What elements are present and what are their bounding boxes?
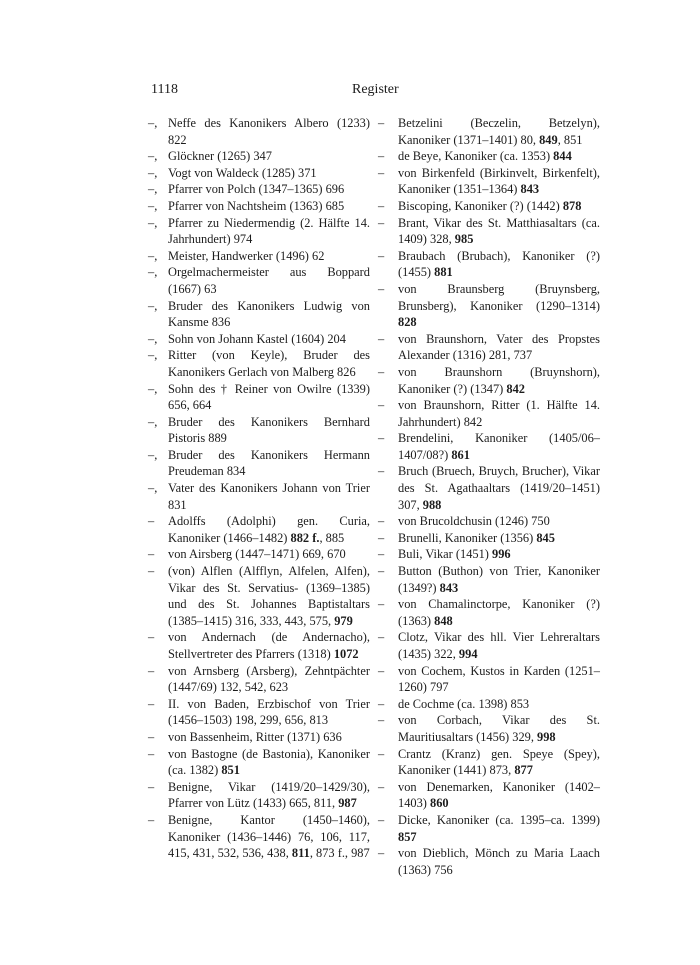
index-entry — [148, 298, 370, 331]
entry-text: von Braunshorn, Vater des Propstes Alexander (1316) 281, 737 — [398, 331, 600, 363]
entry-dash: – — [148, 514, 155, 529]
entry-text: Ritter (von Keyle), Bruder des Kanonikers Gerlach von Malberg 826 — [168, 348, 370, 379]
entry-dash: –, — [148, 248, 158, 263]
entry-text: Neffe des Kanonikers Albero (1233) 822 — [168, 116, 370, 147]
index-entry — [378, 115, 600, 148]
index-entry — [148, 414, 370, 447]
entry-dash: – — [378, 547, 385, 562]
entry-text: Clotz, Vikar des hll. Vier Lehreraltars (1435) 322, — [398, 630, 600, 661]
index-entry — [148, 729, 370, 746]
entry-page-ref-bold: 881 — [434, 265, 453, 280]
entry-text: de Cochme (ca. 1398) 853 — [398, 696, 530, 711]
index-entry — [378, 281, 600, 331]
index-entry — [378, 779, 600, 812]
index-entry — [148, 181, 370, 198]
index-entry — [148, 248, 370, 265]
entry-text: von Birkenfeld (Birkinvelt, Birkenfelt), Kanoniker (1351–1364) — [398, 165, 600, 197]
entry-text: von Bastogne (de Bastonia), Kanoniker (ca. 1382) — [168, 746, 370, 778]
entry-dash: – — [148, 630, 155, 645]
entry-dash: – — [378, 281, 385, 296]
index-entry — [378, 663, 600, 696]
entry-page-ref-bold: 988 — [422, 497, 442, 512]
entry-dash: –, — [148, 215, 158, 230]
entry-dash: – — [148, 547, 155, 562]
index-entry — [148, 331, 370, 348]
entry-text: Pfarrer von Nachtsheim (1363) 685 — [168, 198, 345, 213]
index-entry — [378, 712, 600, 745]
index-entry — [378, 812, 600, 845]
entry-dash: – — [148, 746, 155, 761]
index-entry — [378, 546, 600, 563]
entry-page-ref-bold: 877 — [514, 763, 533, 778]
index-entry — [378, 198, 600, 215]
entry-page-ref-bold: 842 — [506, 381, 525, 396]
entry-dash: – — [378, 248, 385, 263]
entry-text: von Brucoldchusin (1246) 750 — [398, 514, 550, 529]
entry-dash: –, — [148, 116, 158, 130]
entry-dash: – — [378, 514, 385, 529]
page-number: 1118 — [151, 82, 178, 97]
entry-text: Vater des Kanonikers Johann von Trier 831 — [168, 481, 370, 512]
index-entry — [378, 248, 600, 281]
entry-dash: – — [378, 198, 385, 213]
entry-text: von Chamalinctorpe, Kanoniker (?) (1363) — [398, 597, 600, 628]
entry-page-ref-bold: 845 — [536, 530, 555, 545]
index-column-right — [378, 115, 600, 878]
entry-dash: – — [378, 713, 385, 728]
entry-page-ref-bold: 1072 — [333, 647, 359, 661]
entry-dash: –, — [148, 447, 158, 462]
entry-page-ref-bold: 843 — [439, 580, 459, 595]
index-entry — [378, 215, 600, 248]
entry-dash: – — [378, 331, 385, 346]
index-entry — [148, 779, 370, 812]
entry-dash: – — [378, 597, 385, 612]
entry-page-ref-bold: 996 — [492, 547, 511, 562]
entry-page-ref-bold: 811 — [291, 846, 310, 861]
index-entry — [378, 430, 600, 463]
index-entry — [378, 845, 600, 878]
entry-text: von Braunshorn, Ritter (1. Hälfte 14. Jahrhundert) 842 — [398, 398, 600, 429]
entry-text: , 873 f., 987 — [309, 846, 370, 861]
entry-page-ref-bold: 857 — [398, 829, 417, 844]
entry-page-ref-bold: 860 — [430, 796, 449, 811]
index-entry — [378, 696, 600, 713]
entry-text: Brendelini, Kanoniker (1405/06–1407/08?) — [398, 431, 600, 462]
entry-dash: – — [148, 729, 155, 744]
entry-text: Glöckner (1265) 347 — [168, 149, 272, 164]
entry-page-ref-bold: 848 — [434, 613, 453, 628]
entry-page-ref-bold: 985 — [454, 232, 474, 247]
entry-text: (von) Alflen (Alfflyn, Alfelen, Alfen), Vikar des St. Servatius- (1369–1385) und des St. Johannes Baptistaltars (1385–1415) 316, 333, 443, 575, — [168, 564, 370, 628]
entry-text: de Beye, Kanoniker (ca. 1353) — [398, 149, 554, 164]
index-entry — [148, 563, 370, 629]
entry-text: Button (Buthon) von Trier, Kanoniker (1349?) — [398, 564, 600, 595]
entry-text: Bruch (Bruech, Bruych, Brucher), Vikar des St. Agathaaltars (1419/20–1451) 307, — [398, 464, 600, 512]
entry-dash: – — [148, 564, 155, 579]
entry-page-ref-bold: 994 — [458, 647, 478, 661]
entry-dash: – — [378, 215, 385, 230]
index-entry — [378, 513, 600, 530]
entry-dash: –, — [148, 414, 158, 429]
entry-text: Adolffs (Adolphi) gen. Curia, Kanoniker (1466–1482) — [168, 514, 370, 545]
entry-dash: –, — [148, 331, 158, 346]
entry-page-ref-bold: 844 — [553, 149, 572, 164]
index-entry — [378, 530, 600, 547]
entry-dash: – — [378, 746, 385, 761]
index-entry — [148, 115, 370, 148]
index-entry — [378, 629, 600, 662]
entry-page-ref-bold: 849 — [539, 132, 558, 147]
entry-dash: – — [378, 116, 385, 130]
entry-text: Braubach (Brubach), Kanoniker (?) (1455) — [398, 248, 600, 280]
entry-dash: – — [378, 630, 385, 645]
entry-page-ref-bold: 979 — [334, 613, 353, 628]
entry-text: Sohn von Johann Kastel (1604) 204 — [168, 331, 346, 346]
entry-text: Betzelini (Beczelin, Betzelyn), Kanoniker (1371–1401) 80, — [398, 116, 600, 147]
entry-dash: – — [378, 464, 385, 479]
entry-dash: –, — [148, 298, 158, 313]
entry-dash: – — [148, 812, 155, 827]
entry-text: von Andernach (de Andernacho), Stellvertreter des Pfarrers (1318) — [168, 630, 370, 661]
entry-text: von Braunshorn (Bruynshorn), Kanoniker (?) (1347) — [398, 364, 600, 396]
entry-dash: –, — [148, 381, 158, 396]
entry-text: Dicke, Kanoniker (ca. 1395–ca. 1399) — [398, 812, 600, 827]
entry-dash: – — [378, 564, 385, 579]
entry-dash: – — [378, 398, 385, 413]
entry-page-ref-bold: 987 — [338, 796, 357, 811]
entry-text: Orgelmachermeister aus Boppard (1667) 63 — [168, 265, 370, 296]
index-entry — [148, 663, 370, 696]
entry-text: von Cochem, Kustos in Karden (1251–1260) 797 — [398, 663, 600, 695]
entry-dash: –, — [148, 149, 158, 164]
entry-text: Bruder des Kanonikers Ludwig von Kansme 836 — [168, 298, 370, 330]
entry-text: von Bassenheim, Ritter (1371) 636 — [168, 729, 342, 744]
entry-dash: – — [378, 812, 385, 827]
entry-page-ref-bold: 861 — [451, 447, 470, 462]
entry-text: Benigne, Kantor (1450–1460), Kanoniker (1436–1446) 76, 106, 117, 415, 431, 532, 536, 438, — [168, 812, 370, 861]
index-entry — [378, 746, 600, 779]
index-entry — [148, 347, 370, 380]
index-entry — [378, 165, 600, 198]
index-entry — [148, 165, 370, 182]
entry-page-ref-bold: 878 — [562, 198, 582, 213]
index-entry — [148, 546, 370, 563]
entry-text: von Dieblich, Mönch zu Maria Laach (1363) 756 — [398, 846, 600, 877]
index-entry — [148, 629, 370, 662]
index-entry — [148, 381, 370, 414]
running-head: Register — [352, 82, 399, 97]
entry-dash: – — [378, 149, 385, 164]
entry-text: Crantz (Kranz) gen. Speye (Spey), Kanoniker (1441) 873, — [398, 746, 600, 778]
entry-dash: –, — [148, 265, 158, 280]
entry-text: von Arnsberg (Arsberg), Zehntpächter (1447/69) 132, 542, 623 — [168, 663, 370, 695]
entry-text: Vogt von Waldeck (1285) 371 — [168, 165, 317, 180]
entry-text: von Braunsberg (Bruynsberg, Brunsberg), Kanoniker (1290–1314) — [398, 281, 600, 313]
entry-dash: –, — [148, 348, 158, 363]
entry-dash: –, — [148, 481, 158, 496]
entry-dash: – — [148, 696, 155, 711]
entry-dash: – — [378, 165, 385, 180]
index-entry — [148, 480, 370, 513]
index-entry — [148, 198, 370, 215]
entry-text: von Denemarken, Kanoniker (1402–1403) — [398, 779, 600, 811]
index-entry — [148, 148, 370, 165]
entry-dash: – — [378, 779, 385, 794]
index-entry — [148, 215, 370, 248]
index-entry — [148, 746, 370, 779]
entry-page-ref-bold: 828 — [398, 315, 417, 330]
index-entry — [148, 513, 370, 546]
entry-dash: – — [378, 663, 385, 678]
entry-dash: – — [148, 663, 155, 678]
index-entry — [148, 812, 370, 862]
index-column-left — [148, 115, 370, 862]
entry-text: Bruder des Kanonikers Bernhard Pistoris 889 — [168, 414, 370, 446]
entry-text: Pfarrer zu Niedermendig (2. Hälfte 14. Jahrhundert) 974 — [168, 215, 370, 247]
index-entry — [148, 447, 370, 480]
entry-page-ref-bold: 851 — [221, 763, 240, 778]
entry-dash: –, — [148, 182, 158, 197]
entry-text: , 885 — [319, 530, 345, 545]
entry-dash: – — [148, 779, 155, 794]
entry-text: II. von Baden, Erzbischof von Trier (1456–1503) 198, 299, 656, 813 — [168, 696, 370, 728]
entry-text: von Corbach, Vikar des St. Mauritiusaltars (1456) 329, — [398, 713, 600, 744]
index-entry — [378, 563, 600, 596]
entry-page-ref-bold: 998 — [537, 729, 556, 744]
entry-text: von Airsberg (1447–1471) 669, 670 — [168, 547, 346, 562]
entry-dash: – — [378, 431, 385, 446]
entry-page-ref-bold: 843 — [520, 182, 540, 197]
entry-dash: – — [378, 696, 385, 711]
entry-dash: – — [378, 846, 385, 861]
index-entry — [378, 596, 600, 629]
entry-text: Meister, Handwerker (1496) 62 — [168, 248, 325, 263]
index-entry — [148, 264, 370, 297]
entry-text: Bruder des Kanonikers Hermann Preudeman 834 — [168, 447, 370, 479]
entry-text: Brunelli, Kanoniker (1356) — [398, 530, 537, 545]
entry-text: Sohn des † Reiner von Owilre (1339) 656, 664 — [168, 381, 370, 413]
index-entry — [148, 696, 370, 729]
entry-text: Buli, Vikar (1451) — [398, 547, 493, 562]
index-entry — [378, 463, 600, 513]
entry-text: Pfarrer von Polch (1347–1365) 696 — [168, 182, 345, 197]
entry-text: , 851 — [557, 132, 583, 147]
index-entry — [378, 148, 600, 165]
entry-dash: –, — [148, 198, 158, 213]
entry-dash: –, — [148, 165, 158, 180]
entry-text: Benigne, Vikar (1419/20–1429/30), Pfarrer von Lütz (1433) 665, 811, — [168, 779, 370, 811]
index-entry — [378, 397, 600, 430]
index-entry — [378, 331, 600, 364]
entry-text: Brant, Vikar des St. Matthiasaltars (ca. 1409) 328, — [398, 215, 600, 247]
entry-dash: – — [378, 530, 385, 545]
index-entry — [378, 364, 600, 397]
entry-dash: – — [378, 364, 385, 379]
entry-page-ref-bold: 882 f. — [290, 530, 320, 545]
entry-text: Biscoping, Kanoniker (?) (1442) — [398, 198, 563, 213]
